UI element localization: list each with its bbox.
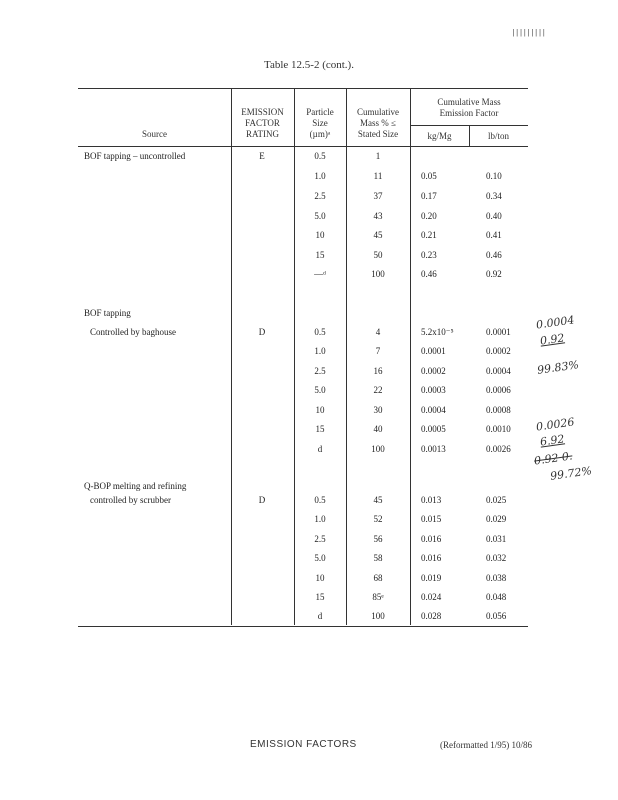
kg-cell: 0.016 [421,534,442,544]
size-cell: 10 [315,573,325,583]
corner-mark: ||||||||| [511,29,546,38]
kg-cell: 0.20 [421,211,437,221]
column-rule [346,88,347,625]
kg-cell: 0.0004 [421,405,446,415]
footer-date: (Reformatted 1/95) 10/86 [440,740,532,750]
kg-cell: 0.024 [421,592,442,602]
mass-cell: 30 [373,405,383,415]
handwritten-note: 0.92 0. [533,449,574,468]
table-title: Table 12.5-2 (cont.). [264,59,354,71]
size-cell: 1.0 [314,171,326,181]
size-cell: 15 [315,424,325,434]
lb-cell: 0.025 [486,495,507,505]
mass-cell: 43 [373,211,383,221]
mass-cell: 100 [371,611,385,621]
size-cell: 5.0 [314,553,326,563]
size-cell: 2.5 [314,534,326,544]
kg-cell: 0.015 [421,514,442,524]
lb-cell: 0.032 [486,553,507,563]
kg-cell: 0.0003 [421,385,446,395]
size-cell: 10 [315,405,325,415]
size-cell: 15 [315,592,325,602]
rating-cell: D [258,495,266,505]
kg-cell: 0.46 [421,269,437,279]
mass-cell: 85ᵉ [372,592,384,602]
header-cumulative-mass: Cumulative Mass % ≤ Stated Size [357,107,399,139]
kg-cell: 0.0001 [421,346,446,356]
lb-cell: 0.41 [486,230,502,240]
column-rule [410,88,411,625]
source-cell: Controlled by baghouse [90,327,176,337]
size-cell: 10 [315,230,325,240]
rating-cell: E [259,151,265,161]
mass-cell: 22 [373,385,383,395]
size-cell: 2.5 [314,366,326,376]
mass-cell: 1 [375,151,381,161]
kg-cell: 0.0013 [421,444,446,454]
size-cell: 0.5 [314,327,326,337]
mass-cell: 58 [373,553,383,563]
size-cell: —ᵈ [314,269,326,279]
mass-cell: 50 [373,250,383,260]
lb-cell: 0.46 [486,250,502,260]
lb-cell: 0.92 [486,269,502,279]
handwritten-note: 99.72% [549,464,593,483]
handwritten-note: 0.0026 [535,415,576,434]
footer-title: EMISSION FACTORS [250,739,357,750]
lb-cell: 0.0006 [486,385,511,395]
lb-cell: 0.038 [486,573,507,583]
mass-cell: 11 [373,171,383,181]
size-cell: d [317,611,323,621]
header-kg-mg: kg/Mg [427,131,452,141]
handwritten-note: 0.92 [539,331,566,348]
header-subrule [410,125,528,126]
kg-cell: 0.05 [421,171,437,181]
mass-cell: 52 [373,514,383,524]
size-cell: 1.0 [314,346,326,356]
header-lb-ton: lb/ton [487,131,509,141]
header-rating: EMISSION FACTOR RATING [241,107,284,139]
rating-cell: D [258,327,266,337]
source-cell: BOF tapping – uncontrolled [84,151,186,161]
kg-cell: 5.2x10⁻⁵ [421,327,454,337]
source-cell: Q-BOP melting and refining [84,481,187,491]
mass-cell: 4 [375,327,381,337]
mass-cell: 45 [373,495,383,505]
mass-cell: 100 [371,444,385,454]
mass-cell: 45 [373,230,383,240]
handwritten-note: 0.0004 [535,313,576,332]
header-particle-size: Particle Size (µm)ᵃ [306,107,334,139]
lb-cell: 0.34 [486,191,502,201]
handwritten-note: 99.83% [536,358,580,377]
size-cell: 1.0 [314,514,326,524]
lb-cell: 0.056 [486,611,507,621]
mass-cell: 68 [373,573,383,583]
size-cell: d [317,444,323,454]
mass-cell: 16 [373,366,383,376]
kg-cell: 0.0005 [421,424,446,434]
lb-cell: 0.0002 [486,346,511,356]
column-rule [231,88,232,625]
size-cell: 0.5 [314,495,326,505]
header-source: Source [142,129,167,139]
lb-cell: 0.10 [486,171,502,181]
lb-cell: 0.0008 [486,405,511,415]
kg-cell: 0.016 [421,553,442,563]
mass-cell: 37 [373,191,383,201]
lb-cell: 0.029 [486,514,507,524]
size-cell: 15 [315,250,325,260]
table-frame [78,88,528,627]
column-rule [294,88,295,625]
kg-cell: 0.028 [421,611,442,621]
lb-cell: 0.0004 [486,366,511,376]
size-cell: 0.5 [314,151,326,161]
size-cell: 5.0 [314,385,326,395]
lb-cell: 0.031 [486,534,507,544]
kg-cell: 0.21 [421,230,437,240]
lb-cell: 0.048 [486,592,507,602]
header-bottom-rule [78,146,528,147]
kg-cell: 0.17 [421,191,437,201]
lb-cell: 0.0026 [486,444,511,454]
kg-cell: 0.0002 [421,366,446,376]
lb-cell: 0.0001 [486,327,511,337]
size-cell: 2.5 [314,191,326,201]
kg-cell: 0.013 [421,495,442,505]
mass-cell: 56 [373,534,383,544]
header-emission-factor: Cumulative Mass Emission Factor [437,97,501,118]
kg-cell: 0.23 [421,250,437,260]
lb-cell: 0.40 [486,211,502,221]
mass-cell: 7 [375,346,381,356]
source-cell: controlled by scrubber [90,495,171,505]
size-cell: 5.0 [314,211,326,221]
mass-cell: 100 [371,269,385,279]
handwritten-note: 6.92 [539,432,566,449]
lb-cell: 0.0010 [486,424,511,434]
mass-cell: 40 [373,424,383,434]
kg-cell: 0.019 [421,573,442,583]
source-cell: BOF tapping [84,308,131,318]
